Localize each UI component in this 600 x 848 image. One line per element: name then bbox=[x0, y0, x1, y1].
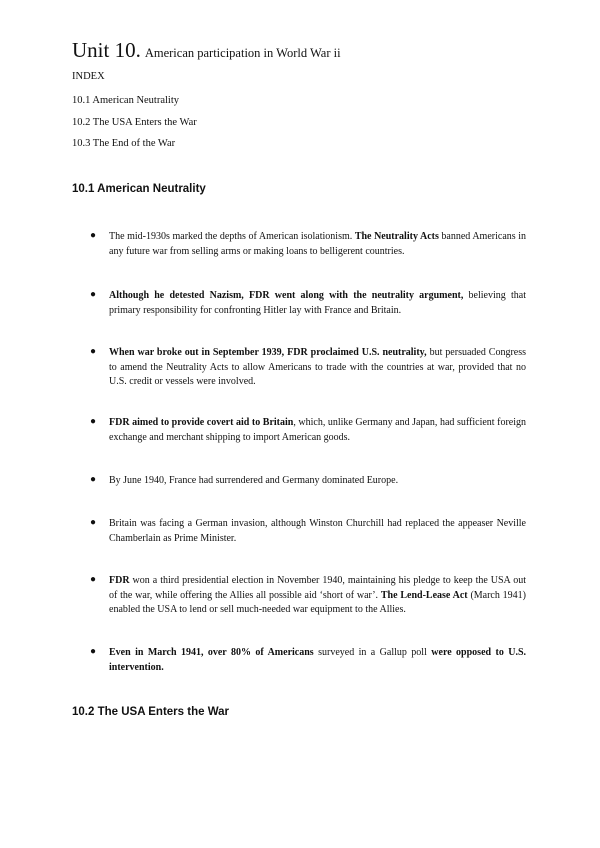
bullet-marker: ● bbox=[90, 346, 97, 357]
list-item: Britain was facing a German invasion, although Winston Churchill had replaced the appeaser Neville Chamberlain as Prime Minister. bbox=[109, 518, 526, 544]
unit-number: Unit 10. bbox=[72, 38, 141, 62]
index-item-3: 10.3 The End of the War bbox=[72, 138, 176, 149]
bullet-marker: ● bbox=[90, 646, 97, 657]
bullet-marker: ● bbox=[90, 574, 97, 585]
index-item-1: 10.1 American Neutrality bbox=[72, 95, 180, 106]
list-item: By June 1940, France had surrendered and Germany dominated Europe. bbox=[109, 475, 399, 486]
bullet-marker: ● bbox=[90, 289, 97, 300]
list-item: FDR won a third presidential election in November 1940, maintaining his pledge to keep the USA out of the war, while offering the Allies all possible aid ‘short of war’. The Lend-Lease Act (March 1941) enabled the USA to lend or sell much-needed war equipment to the Allies. bbox=[109, 575, 527, 615]
bullet-marker: ● bbox=[90, 230, 97, 241]
bullet-marker: ● bbox=[90, 517, 97, 528]
list-item: Even in March 1941, over 80% of Americans surveyed in a Gallup poll were opposed to U.S. intervention. bbox=[109, 647, 527, 673]
section-heading: 10.2 The USA Enters the War bbox=[72, 706, 229, 718]
section-heading: 10.1 American Neutrality bbox=[72, 183, 206, 195]
list-item: Although he detested Nazism, FDR went along with the neutrality argument, believing that primary responsibility for confronting Hitler lay with France and Britain. bbox=[109, 290, 526, 316]
index-item-2: 10.2 The USA Enters the War bbox=[72, 117, 197, 128]
list-item: FDR aimed to provide covert aid to Britain, which, unlike Germany and Japan, had sufficient foreign exchange and merchant shipping to import American goods. bbox=[109, 417, 526, 443]
unit-subtitle: American participation in World War ii bbox=[144, 46, 341, 60]
unit-title bbox=[72, 38, 341, 63]
bullet-marker: ● bbox=[90, 416, 97, 427]
list-item: The mid-1930s marked the depths of American isolationism. The Neutrality Acts banned Americans in any future war from selling arms or making loans to belligerent countries. bbox=[109, 231, 526, 257]
index-label: INDEX bbox=[72, 71, 105, 82]
bullet-marker: ● bbox=[90, 474, 97, 485]
list-item: When war broke out in September 1939, FDR proclaimed U.S. neutrality, but persuaded Congress to amend the Neutrality Acts to allow Americans to trade with the countries at war, provided that no U.S. credit or vessels were involved. bbox=[109, 347, 526, 387]
